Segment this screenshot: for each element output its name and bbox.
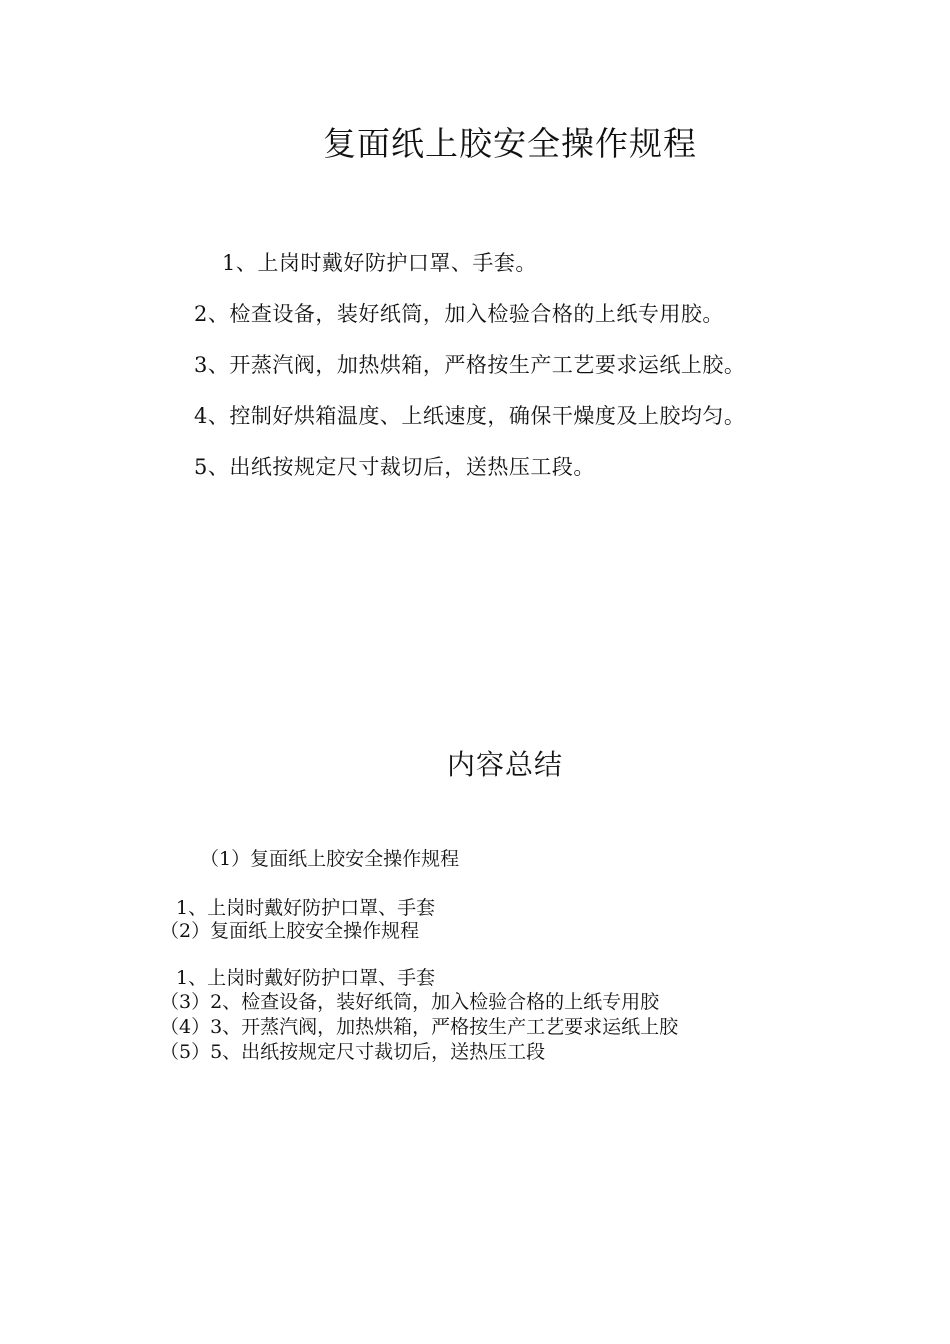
summary-line-3: （2）复面纸上胶安全操作规程 xyxy=(160,920,420,942)
summary-line-1: （1）复面纸上胶安全操作规程 xyxy=(200,848,460,870)
summary-line-7: （5）5、出纸按规定尺寸裁切后，送热压工段 xyxy=(160,1041,546,1063)
rule-item-4: 4、控制好烘箱温度、上纸速度，确保干燥度及上胶均匀。 xyxy=(194,404,746,428)
summary-line-4: 1、上岗时戴好防护口罩、手套 xyxy=(176,967,436,989)
summary-line-2: 1、上岗时戴好防护口罩、手套 xyxy=(176,897,436,919)
summary-line-6: （4）3、开蒸汽阀，加热烘箱，严格按生产工艺要求运纸上胶 xyxy=(160,1016,679,1038)
document-title: 复面纸上胶安全操作规程 xyxy=(323,124,697,163)
summary-title: 内容总结 xyxy=(446,748,563,781)
rule-item-5: 5、出纸按规定尺寸裁切后，送热压工段。 xyxy=(194,455,595,479)
rule-item-1: 1、上岗时戴好防护口罩、手套。 xyxy=(222,251,537,275)
rule-item-2: 2、检查设备，装好纸筒，加入检验合格的上纸专用胶。 xyxy=(194,302,724,326)
rule-item-3: 3、开蒸汽阀，加热烘箱，严格按生产工艺要求运纸上胶。 xyxy=(194,353,746,377)
summary-line-5: （3）2、检查设备，装好纸筒，加入检验合格的上纸专用胶 xyxy=(160,991,660,1013)
